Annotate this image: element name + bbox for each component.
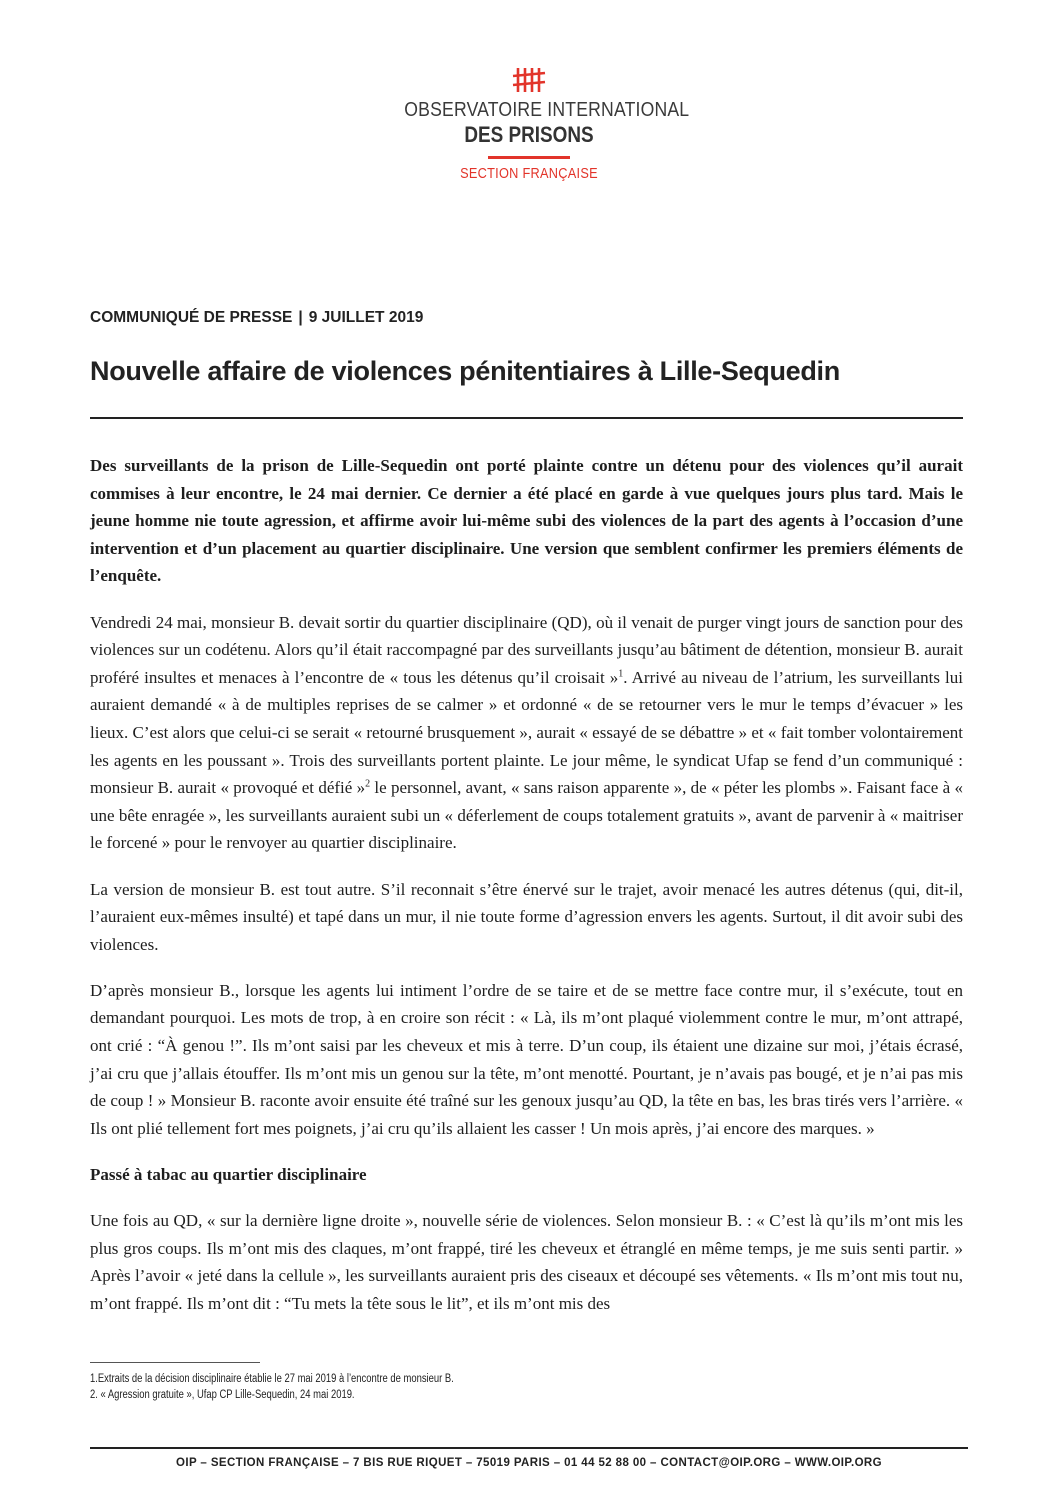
body-paragraph-3: D’après monsieur B., lorsque les agents lui intiment l’ordre de se taire et de se mettre face contre mur, il s’exécute, tout en demandant pourquoi. Les mots de trop, à en croire son récit : « Là, ils m’ont plaqué violemment contre le mur, m’ont attrapé, ont crié : “À genou !”. Ils m’ont saisi par les cheveux et mis à terre. D’un coup, ils étaient une dizaine sur moi, j’étais écrasé, j’ai cru que j’allais étouffer. Ils m’ont mis un genou sur la tête, m’ont menotté. Pourtant, je n’avais pas bougé, et je n’ai pas mis de coup ! » Monsieur B. raconte avoir ensuite été traîné sur les genoux jusqu’au QD, la tête en bas, les bras tirés vers l’arrière. « Ils ont plié tellement fort mes poignets, j’ai cru qu’ils allaient les casser ! Un mois après, j’ai encore des marques. » [90,980,963,1138]
logo-section-name: SECTION FRANÇAISE [460,166,598,182]
section-subheading: Passé à tabac au quartier disciplinaire [90,1165,367,1185]
footnote-ref-2: 2 [365,778,371,790]
body-paragraph-1 [90,609,963,857]
title-divider [90,417,963,419]
press-release-separator: | [298,309,303,326]
footer-divider [90,1447,968,1449]
body-paragraph-2: La version de monsieur B. est tout autre. S’il reconnait s’être énervé sur le trajet, avoir menacé les autres détenus (qui, dit-il, l’auraient eux-mêmes insulté) et tapé dans un mur, il nie toute forme d’agression envers les agents. Surtout, il dit avoir subi des violences. [90,879,963,954]
page-title: Nouvelle affaire de violences pénitentiaires à Lille-Sequedin [90,356,840,386]
logo-org-name-bold: DES PRISONS [464,122,594,147]
body-paragraph-4: Une fois au QD, « sur la dernière ligne droite », nouvelle série de violences. Selon monsieur B. : « C’est là qu’ils m’ont mis les plus gros coups. Ils m’ont mis des claques, m’ont frappé, tiré les cheveux et étranglé en même temps, je me suis senti partir. » Après l’avoir « jeté dans la cellule », les surveillants auraient pris des ciseaux et découpé ses vêtements. « Ils m’ont mis tout nu, m’ont frappé. Ils m’ont dit : “Tu mets la tête sous le lit”, et ils m’ont mis des [90,1211,963,1313]
press-release-line [90,309,423,327]
logo-org-name: OBSERVATOIRE INTERNATIONAL [404,98,690,121]
paragraph-text: Vendredi 24 mai, monsieur B. devait sortir du quartier disciplinaire (QD), où il venait de purger vingt jours de sanction pour des violences sur un codétenu. Alors qu’il était raccompagné par des surveillants jusqu’au bâtiment de détention, monsieur B. aurait proféré insultes et menaces à l’encontre de « tous les détenus qu’il croisait » [90,612,963,687]
footnote-ref-1: 1 [618,668,624,680]
footnote-2: 2. « Agression gratuite », Ufap CP Lille-Sequedin, 24 mai 2019. [90,1388,355,1401]
footnotes [90,1372,963,1403]
press-release-label: COMMUNIQUÉ DE PRESSE [90,309,293,326]
footnote-divider [90,1362,260,1363]
article-body [90,452,963,1336]
press-release-date: 9 JUILLET 2019 [308,309,424,326]
tally-marks-logo-icon [511,66,547,94]
logo-divider [488,156,570,159]
footnote-1: 1.Extraits de la décision disciplinaire établie le 27 mai 2019 à l’encontre de monsieur B. [90,1373,454,1385]
lead-paragraph: Des surveillants de la prison de Lille-Sequedin ont porté plainte contre un détenu pour des violences qu’il aurait commises à leur encontre, le 24 mai dernier. Ce dernier a été placé en garde à vue quelques jours plus tard. Mais le jeune homme nie toute agression, et affirme avoir lui-même subi des violences de la part des agents à l’occasion d’une intervention et d’un placement au quartier disciplinaire. Une version que semblent confirmer les premiers éléments de l’enquête. [90,456,963,586]
paragraph-text: le personnel, avant, « sans raison apparente », de « péter les plombs ». Faisant face à « une bête enragée », les surveillants auraient subi un « déferlement de coups totalement gratuits », avant de parvenir à « maitriser le forcené » pour le renvoyer au quartier disciplinaire. [90,778,963,853]
oip-logo [384,66,690,183]
page-footer: OIP – SECTION FRANÇAISE – 7 BIS RUE RIQUET – 75019 PARIS – 01 44 52 88 00 – CONTACT@OIP.ORG – WWW.OIP.ORG [176,1457,882,1469]
paragraph-text: . Arrivé au niveau de l’atrium, les surveillants lui auraient demandé « à de multiples reprises de se calmer » et ordonné « de se retourner vers le mur le temps d’évacuer » les lieux. C’est alors que celui-ci se serait « retourné brusquement », aurait « essayé de se débattre » et « fait tomber volontairement les agents en les poussant ». Trois des surveillants portent plainte. Le jour même, le syndicat Ufap se fend d’un communiqué : monsieur B. aurait « provoqué et défié » [90,667,963,798]
